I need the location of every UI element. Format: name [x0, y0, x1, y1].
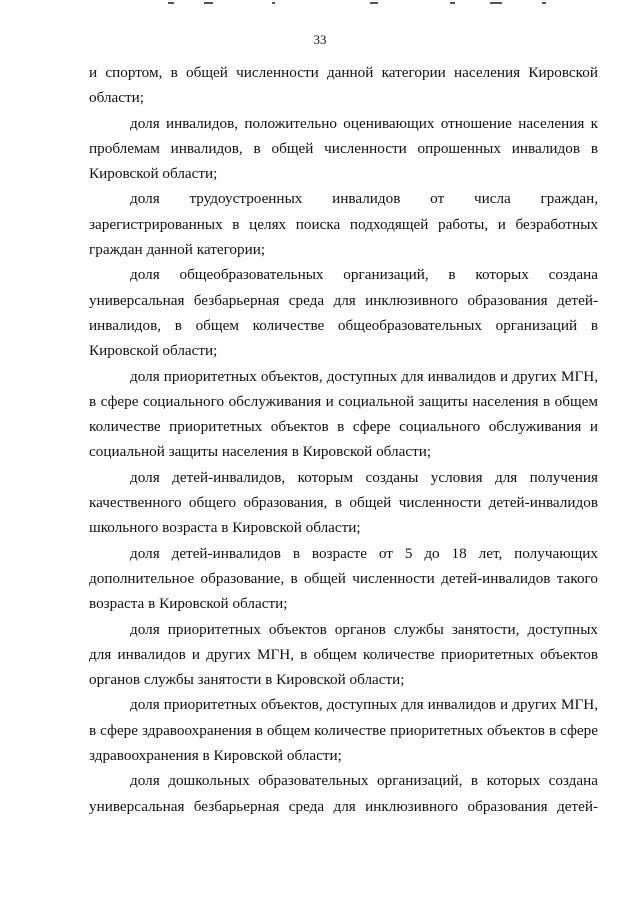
scan-mark [168, 2, 174, 4]
paragraph: доля приоритетных объектов, доступных для инвалидов и других МГН, в сфере здравоохранения в общем количестве приоритетных объектов в сфере здравоохранения в Кировской области; [89, 696, 598, 765]
paragraph: доля приоритетных объектов органов службы занятости, доступных для инвалидов и других МГН, в общем количестве приоритетных объектов органов службы занятости в Кировской области; [89, 620, 598, 689]
paragraph: и спортом, в общей численности данной категории населения Кировской области; [89, 64, 598, 107]
page-number: 33 [313, 32, 327, 47]
scan-mark [204, 2, 213, 4]
scan-mark [450, 2, 455, 4]
scan-mark [542, 2, 546, 4]
paragraph: доля дошкольных образовательных организаций, в которых создана универсальная безбарьерная среда для инклюзивного образования детей- [89, 772, 598, 815]
scan-artifacts [150, 2, 570, 8]
paragraph: доля детей-инвалидов, которым созданы условия для получения качественного общего образования, в общей численности детей-инвалидов школьного возраста в Кировской области; [89, 468, 598, 537]
paragraph: доля приоритетных объектов, доступных для инвалидов и других МГН, в сфере социального обслуживания и социальной защиты населения в общем количестве приоритетных объектов в сфере социального обслуживания и социальной защиты населения в Кировской области; [89, 367, 598, 461]
scan-mark [370, 2, 378, 4]
paragraph: доля детей-инвалидов в возрасте от 5 до 18 лет, получающих дополнительное образование, в общей численности детей-инвалидов такого возраста в Кировской области; [89, 544, 598, 613]
body-text [89, 60, 598, 819]
paragraph: доля трудоустроенных инвалидов от числа граждан, зарегистрированных в целях поиска подходящей работы, и безработных граждан данной категории; [89, 190, 598, 259]
scan-mark [490, 2, 502, 4]
paragraph: доля общеобразовательных организаций, в которых создана универсальная безбарьерная среда для инклюзивного образования детей-инвалидов, в общем количестве общеобразовательных организаций в Кировской области; [89, 266, 598, 360]
scan-mark [272, 2, 275, 4]
paragraph: доля инвалидов, положительно оценивающих отношение населения к проблемам инвалидов, в общей численности опрошенных инвалидов в Кировской области; [89, 114, 598, 183]
